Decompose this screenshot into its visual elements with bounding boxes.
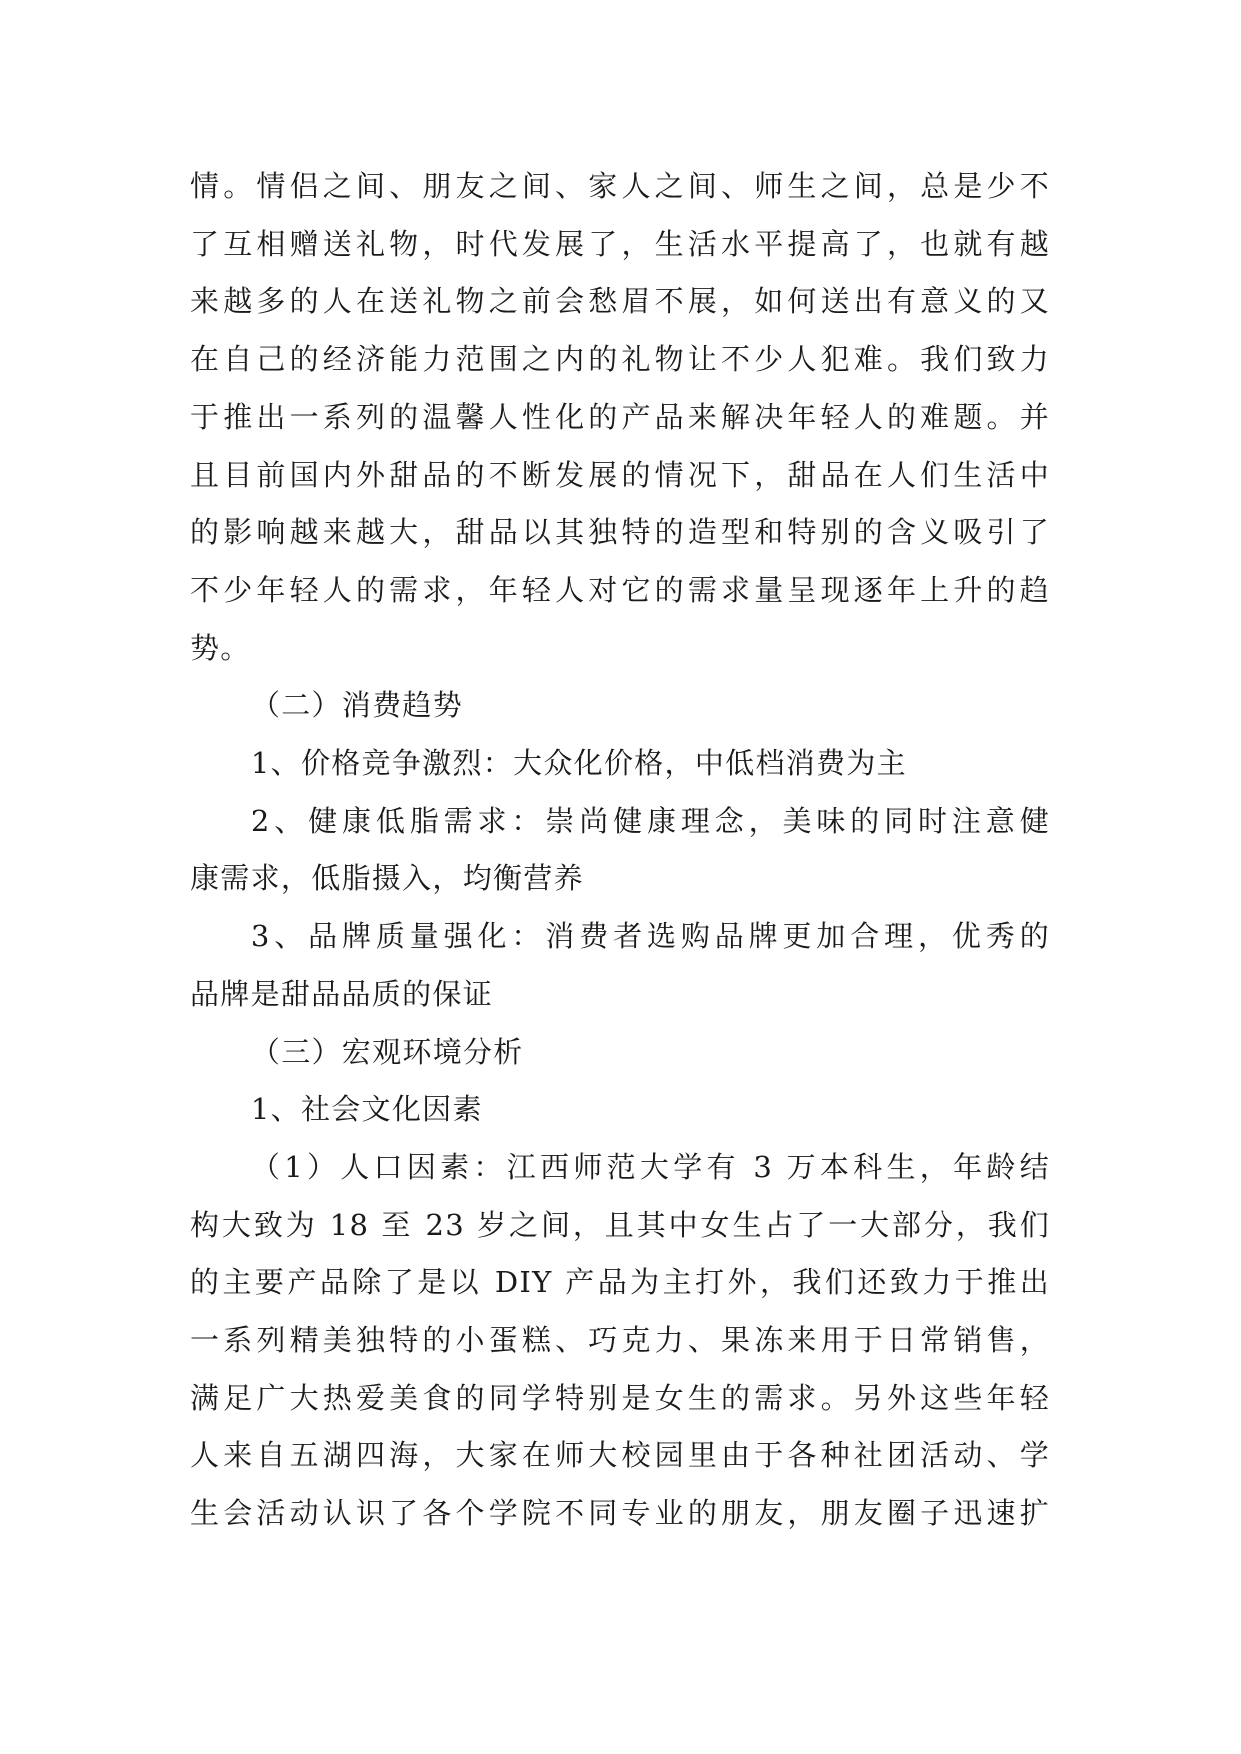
text-line: 3、品牌质量强化：消费者选购品牌更加合理，优秀的 [250, 919, 1050, 954]
text-line: 于推出一系列的温馨人性化的产品来解决年轻人的难题。并 [190, 399, 1050, 434]
trend-item-price: 1、价格竞争激烈：大众化价格，中低档消费为主 [250, 746, 907, 781]
text-line: 的影响越来越大，甜品以其独特的造型和特别的含义吸引了 [190, 515, 1050, 550]
section-heading-consumption-trends: （二）消费趋势 [250, 688, 463, 723]
text-line: 生会活动认识了各个学院不同专业的朋友，朋友圈子迅速扩 [190, 1496, 1050, 1531]
intro-paragraph [190, 158, 1050, 677]
text-line: 势。 [190, 630, 251, 665]
text-line: 康需求，低脂摄入，均衡营养 [190, 861, 584, 896]
text-line: 一系列精美独特的小蛋糕、巧克力、果冻来用于日常销售， [190, 1323, 1050, 1358]
text-line: 构大致为 18 至 23 岁之间，且其中女生占了一大部分，我们 [190, 1207, 1050, 1242]
text-line: 来越多的人在送礼物之前会愁眉不展，如何送出有意义的又 [190, 284, 1050, 319]
trend-item-health [190, 793, 1050, 908]
text-line: 人来自五湖四海，大家在师大校园里由于各种社团活动、学 [190, 1438, 1050, 1473]
text-line: 了互相赠送礼物，时代发展了，生活水平提高了，也就有越 [190, 226, 1050, 261]
section-heading-macro-environment: （三）宏观环境分析 [250, 1034, 524, 1069]
population-paragraph [190, 1139, 1050, 1543]
text-line: （1）人口因素：江西师范大学有 3 万本科生，年龄结 [250, 1149, 1050, 1184]
trend-item-brand [190, 908, 1050, 1023]
text-line: 在自己的经济能力范围之内的礼物让不少人犯难。我们致力 [190, 342, 1050, 377]
document-body [190, 158, 1050, 1543]
text-line: 不少年轻人的需求，年轻人对它的需求量呈现逐年上升的趋 [190, 572, 1050, 607]
text-line: 品牌是甜品品质的保证 [190, 976, 494, 1011]
text-line: 2、健康低脂需求：崇尚健康理念，美味的同时注意健 [250, 803, 1050, 838]
text-line: 的主要产品除了是以 DIY 产品为主打外，我们还致力于推出 [190, 1265, 1050, 1300]
subsection-heading-social-culture: 1、社会文化因素 [250, 1092, 483, 1127]
text-line: 且目前国内外甜品的不断发展的情况下，甜品在人们生活中 [190, 457, 1050, 492]
text-line: 满足广大热爱美食的同学特别是女生的需求。另外这些年轻 [190, 1380, 1050, 1415]
text-line: 情。情侣之间、朋友之间、家人之间、师生之间，总是少不 [190, 169, 1050, 203]
